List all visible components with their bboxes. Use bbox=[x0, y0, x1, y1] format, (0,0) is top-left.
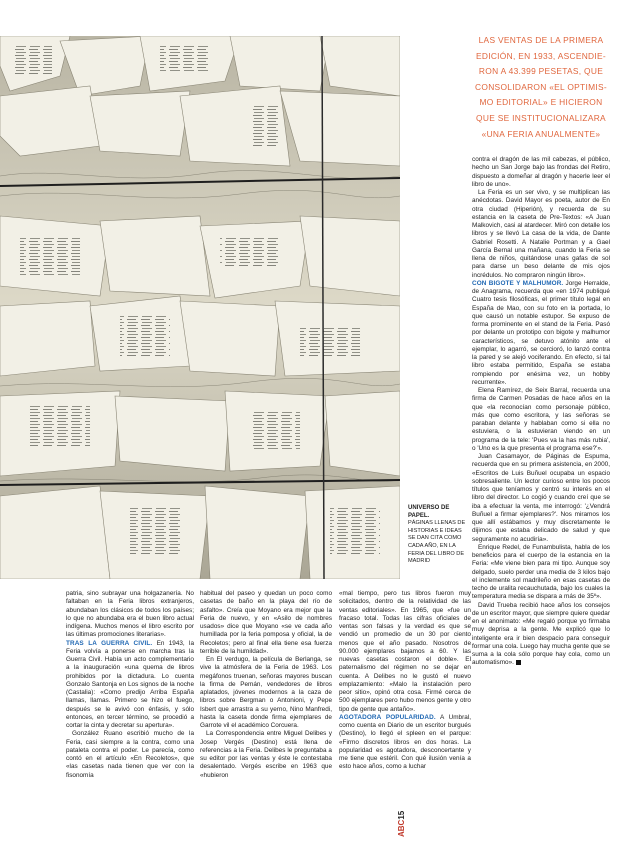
article-column-2 bbox=[200, 590, 332, 780]
caption-text: PÁGINAS LLENAS DE HISTORIAS E IDEAS SE DAN CITA COMO CADA AÑO, EN LA FERIA DEL LIBRO DE MADRID bbox=[408, 520, 466, 565]
subheading: CON BIGOTE Y MALHUMOR. bbox=[472, 279, 564, 287]
paragraph: La Feria es un ser vivo, y se multiplican las anécdotas. David Mayor es poeta, autor de En otra ciudad (Hiperión), y recuerda de su estancia en la caseta de Pre-Textos: «A Juan Malkovich, casi al atardecer. Miró con detalle los libros y se llevó La casa de la vida, de Dante Gabriel Rosetti. A Natalie Portman y a Gael García Bernal una mañana, cuando la Feria se llena de niños, quitándose unas gafas de sol para darse un beso delante de mis ojos incrédulos. No compraron ningún libro». bbox=[472, 189, 610, 279]
paragraph bbox=[66, 640, 194, 731]
paragraph: Juan Casamayor, de Páginas de Espuma, recuerda que en su primera asistencia, en 2000, «Escritos de Luis Buñuel ocupaba un espacio sobresaliente. Un lector curioso entre los pocos títulos que teníamos y centró su interés en el libro del director. Lo cogió y cuando creí que se iba a efectuar la venta, me interrogó: '¿Vendrá Buñuel a firmar ejemplares?'. Nos miramos los que allí estábamos y muy discretamente le dijimos que estaba delicado de salud y que seguramente no acudiría». bbox=[472, 453, 610, 543]
article-column-4 bbox=[472, 156, 610, 668]
shredded-paper-illustration bbox=[0, 36, 400, 579]
paragraph bbox=[339, 714, 471, 772]
paragraph: González Ruano escribió mucho de la Feria, casi siempre a la contra, como una pataleta contra el poder. Le parecía, como contó en el artículo «En Recoletos», que «las casetas nada tienen que ver con la fisonomía bbox=[66, 730, 194, 779]
paragraph-text: David Trueba recibió hace años los consejos de un escritor mayor, que siempre quiere quedar en el anonimato: «Me regaló porque yo firmaba muy deprisa a la gente. Me explicó que lo inteligente era ir bien despacio para conseguir formar una cola. Luego hay mucha gente que se suma a la cola sólo porque hay cola, como un automatismo». bbox=[472, 601, 610, 667]
paragraph: habitual del paseo y quedan un poco como casetas de baño en la playa del río de asfalto». Creía que Moyano era mejor que la Feria de nuevo, y en «Asilo de nombres usados» dice que Moyano «se ve cada año humillada por la feria pomposa y oficial, la de Recoletos; pero al final ella tiene esa fuerza terrible de la humildad». bbox=[200, 590, 332, 655]
page-number: 15 bbox=[397, 810, 406, 820]
folio-label bbox=[397, 811, 406, 837]
main-photo bbox=[0, 36, 400, 579]
paragraph: «mal tiempo, pero tus libros fueron muy solicitados, dentro de la relatividad de las ventas editoriales». En 1965, que «fue un fracaso total. Todas las cifras oficiales de ventas son falsas y la verdad es que se vendió un promedio de un 30 por ciento menos que el año pasado. Nosotros de 90.000 ejemplares bajamos a 60. Y las nuevas casetas costaron el doble». El paternalismo del régimen no se dejar en cuenta. A Delibes no le gustó el nuevo emplazamiento: «Malo la instalación pero peor sitio», opinó otra cosa. Firmé cerca de 500 ejemplares pero hubo menos gente y otro tipo de gente que antaño». bbox=[339, 590, 471, 713]
paragraph-text: En 1943, la Feria volvía a ponerse en marcha tras la Guerra Civil. Había un acto complementario a la inauguración «una quema de libros prohibidos por la dictadura. Lo cuenta Gonzalo Santonja en Los signos de la noche (Castalia): «Como predijo Arriba España llamas, llamas. Primero se hizo el fuego, después se le avivó con énfasis, y sólo entonces, en tercer término, se procedió a cortar la cinta y decretar su apertura». bbox=[66, 639, 194, 729]
paragraph: Elena Ramírez, de Seix Barral, recuerda una firma de Carmen Posadas de hace años en la que «la reconocían como personaje público, más que como escritora, y las señoras se paraban delante y hablaban como si ella no estuviera, o la estuvieran viendo en un programa de la tele: 'Pues va la has más rubia', o 'Uno es la que presenta el programa ese?'». bbox=[472, 387, 610, 452]
subheading: TRAS LA GUERRA CIVIL. bbox=[66, 639, 153, 647]
subheading: AGOTADORA POPULARIDAD. bbox=[339, 713, 436, 721]
paragraph-text: Jorge Herralde, de Anagrama, recuerda que «en 1974 publiqué Cuatro tesis filosóficas, el primer título legal en España de Mao, con su foto en la portada, lo que causó un notable estupor. Se expuso de forma prominente en el stand de la Feria. Pasó por delante un prototipo con bigote y malhumor característicos, se detuvo atónito ante el ejemplar, lo agarró, se cercioró, lo lanzó contra la pared y se alejó vociferando. En efecto, si tal libro estaba permitido, España se estaba rompiendo por enésima vez, un hobby recurrente». bbox=[472, 279, 611, 386]
end-of-article-mark bbox=[516, 660, 521, 665]
article-column-3 bbox=[339, 590, 471, 772]
page-folio bbox=[397, 797, 407, 837]
paragraph bbox=[472, 602, 610, 668]
paragraph: contra el dragón de las mil cabezas, el público, hecho un San Jorge bajo las frondas del Retiro, dispuesto a domeñar al dragón y hacerle leer el libro de uno». bbox=[472, 156, 610, 188]
paragraph: En El verdugo, la película de Berlanga, se vive la atmósfera de la Feria de 1963. Los megáfonos truenan, señoras mayores buscan la firma de Pemán, vendedores de libros aplatados, jóvenes modernos a la caza de libros sobre Bergman o Antonioni, y Pepe Isbert que arrastra a su yerno, Nino Manfredi, hasta la caseta donde firma ejemplares de Garrote vil el académico Corcuera. bbox=[200, 656, 332, 729]
paragraph: patria, sino subrayar una holgazanería. No faltaban en la Feria libros extranjeros, abundaban los clásicos de todos los países; lo que no abundaba era el buen libro actual indígena. Muchos menos el libro escrito por las últimas promociones literarias». bbox=[66, 590, 194, 639]
pull-quote: LAS VENTAS DE LA PRIMERA EDICIÓN, EN 1933, ASCENDIE-RON A 43.399 PESETAS, QUE CONSOLIDARON «EL OPTIMIS-MO EDITORIAL» E HICIERON QUE SE INSTITUCIONALIZARA «UNA FERIA ANUALMENTE» bbox=[475, 35, 607, 139]
paragraph: La Correspondencia entre Miguel Delibes y Josep Vergés (Destino) está llena de referencias a la Feria. Delibes le preguntaba a su editor por las ventas y éste le contestaba desalentado. Vergés escribe en 1963 que «hubieron bbox=[200, 730, 332, 779]
paragraph-text: A Umbral, como cuenta en Diario de un escritor burgués (Destino), lo llegó el spleen en el parque: «Firmo discretos libros en dos horas. La popularidad es agotadora, desconcertante y me tiene que estéril. Con qué ilusión venía a esto hace años, como a luchar bbox=[339, 713, 471, 771]
caption-title: UNIVERSO DE PAPEL. bbox=[408, 505, 450, 519]
article-column-1 bbox=[66, 590, 194, 780]
paragraph bbox=[472, 280, 610, 387]
paragraph: Enrique Redel, de Funambulista, habla de los beneficios para el cuerpo de la estancia en la Feria: «Me viene bien para mi tipo. Aunque soy delgado, suelo perder una media de 3 kilos bajo el inclemente sol madrileño en esas casetas de techo de uralita recauchutada, bajo los cuales la temperatura media se dispara a más de 35º». bbox=[472, 543, 610, 601]
photo-caption bbox=[408, 505, 468, 566]
brand-logo: ABC bbox=[397, 819, 406, 837]
